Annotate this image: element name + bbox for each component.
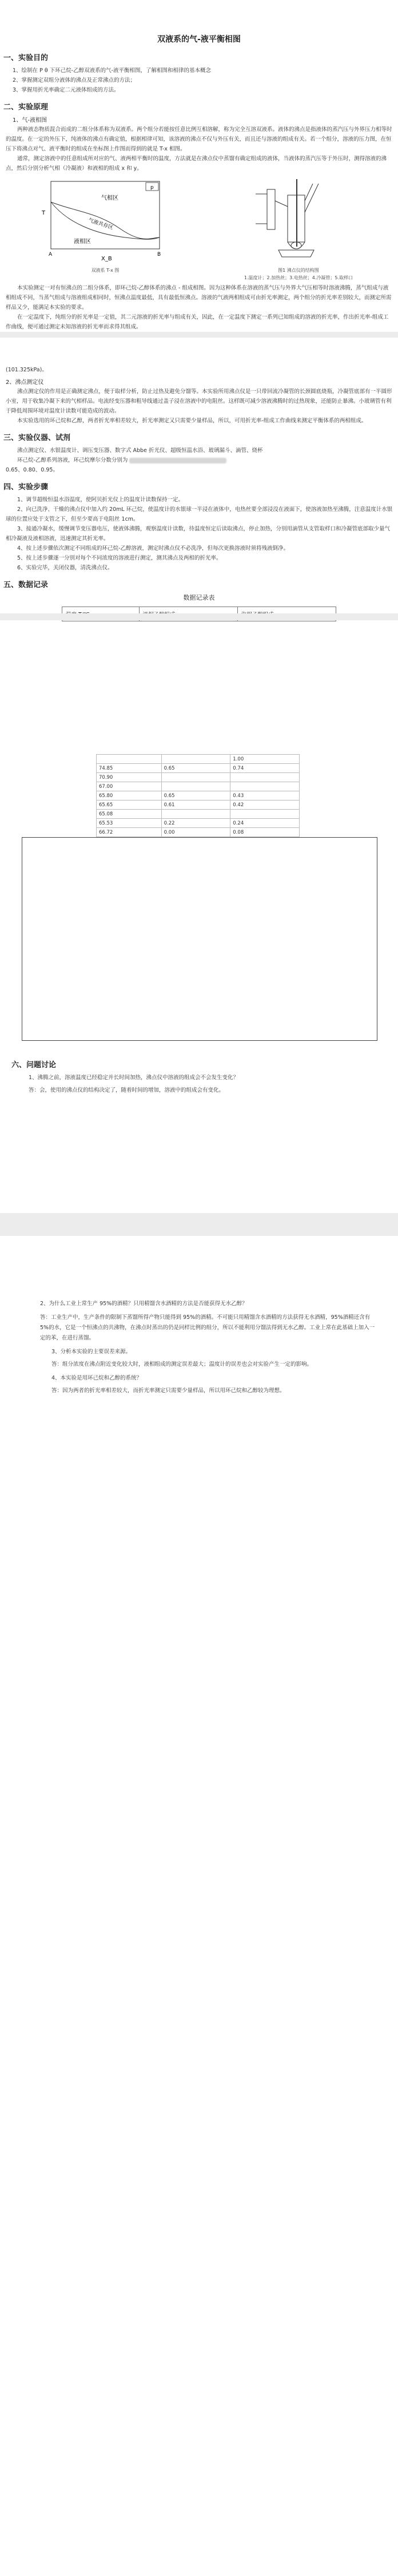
table-cell: 0.00 xyxy=(161,828,230,837)
pressure-label: p xyxy=(150,185,154,191)
question-4: 4、本实验是用环己烷和乙醇的系统？ xyxy=(51,1375,142,1381)
question-3: 3、分析本实验的主要误差来源。 xyxy=(51,1349,132,1355)
principle-paragraph: 两种液态物质混合而成的二组分体系称为双液系。两个组分若能按任意比例互相溶解，称为完全互溶双液系。液体的沸点是指液体的蒸汽压与外界压力相等时的温度。在一定的外压下，纯液体的沸点有确定值，根据相律可知，该溶液的沸点不仅与外压有关，而且还与溶液的组成有关。若一个组分，溶液的压力图，在恒压下将沸点对气、液平衡时的组成在坐标图上作图而得到的就是 T-x 相图。 xyxy=(6,126,392,152)
table-cell xyxy=(161,782,230,791)
instrument-list: 沸点测定仪、水银温度计、调压变压器、数字式 Abbe 折光仪、超级恒温水浴、玻璃漏斗、滴管、烧杯 xyxy=(17,447,263,454)
page-1 xyxy=(0,0,398,332)
table-cell: 0.65 xyxy=(161,764,230,773)
table-row xyxy=(97,819,300,828)
table-cell xyxy=(161,755,230,764)
tx-diagram-figure xyxy=(34,178,177,274)
section-2-heading: 二、实验原理 xyxy=(3,103,49,112)
page-2-text-block xyxy=(0,338,398,601)
principle-paragraph: 通常，测定溶液中的任意组成所对应的气、液两相平衡时的温度，方法就是在沸点仪中蒸馏有确定组成的液体，当液体的蒸汽压等于外压时，测得溶液的沸点，然后分别分析气相（冷凝液）和液相的组成 x 和 y。 xyxy=(6,156,387,172)
pressure-note: (101.325kPa)。 xyxy=(6,367,47,373)
data-table xyxy=(96,754,300,846)
apparatus-paragraph: 沸点测定仪的作用是正确测定沸点，便于取样分析，防止过热及避免分馏等。本实验所用沸点仪是一只带回流冷凝管的长颈圆底烧瓶，冷凝管底部有一半圆形小室，用于收集冷凝下来的气相样品。电流经变压器和粗导线通过盖子浸在溶液中的电阻丝。这样既可减少溶液沸腾时的过热现象，还能防止暴沸。小玻璃管有利于降低周围环境对温度计读数可能造成的波动。 xyxy=(6,389,392,414)
table-cell: 0.08 xyxy=(230,828,300,837)
phase-chart xyxy=(22,837,377,1041)
table-cell: 0.22 xyxy=(161,819,230,828)
principle-paragraph: 本实验测定一对有恒沸点的二组分体系，即环己烷-乙醇体系的沸点 - 组成相图。因为这种体系在溶液的蒸气压与外界大气压相等时溶液沸腾，蒸气组成与液相组成不同，当蒸气组成与溶液组成相同时，恒沸点温度最低，具有最低恒沸点。溶液的气液两相组成可由折光率测定，两个组分的折光率差别较大，而测定所需样品又少，能满足本实验的要求。 xyxy=(6,285,392,311)
table-cell: 0.43 xyxy=(230,791,300,800)
phase-chart-svg xyxy=(22,838,377,1040)
section-3-heading: 三、实验仪器、试剂 xyxy=(3,434,71,442)
x-axis-label: X_B xyxy=(101,256,112,262)
table-row xyxy=(97,791,300,800)
vapor-curve xyxy=(51,202,160,239)
discussion-page-2 xyxy=(0,1299,398,1562)
subsection-phase-diagram: 1、气-液相图 xyxy=(13,117,47,124)
reagent-line xyxy=(6,455,393,465)
table-cell: 65.80 xyxy=(97,791,162,800)
stand-base xyxy=(278,250,314,257)
question-2: 2、为什么工业上常生产 95%的酒精？只用精馏含水酒精的方法是否能获得无水乙醇？ xyxy=(40,1301,248,1307)
table-cell xyxy=(97,755,162,764)
table-row xyxy=(97,755,300,764)
x-left-label: A xyxy=(49,252,53,257)
liquid-region-label: 液相区 xyxy=(74,239,91,245)
principle-paragraph: 在一定温度下，纯组分的折光率是一定值，其二元溶液的折光率与组成有关，因此，在一定温度下测定一系列已知组成的溶液的折光率，作出折光率-组成工作曲线，便可通过测定未知溶液的折光率而求得其组成。 xyxy=(6,314,389,330)
step-item: 2、向已洗净、干燥的沸点仪中加入约 20mL 环己烷，使温度计的水银球一半浸在液体中，电热丝要全部浸没在液面下，使溶液加热至沸腾，注意温度计水银球的位置应处于支管之下，但至少要高于电阻丝 1cm。 xyxy=(6,506,393,522)
reagent-fractions: 0.65、0.80、0.95。 xyxy=(6,467,58,473)
step-item: 4、按上述步骤依次测定不同组成的环己烷-乙醇溶液，测定时沸点仪不必洗净，但每次更换溶液时须将残液倒净。 xyxy=(17,545,289,552)
step-item: 6、实验完毕，关闭仪器，清洗沸点仪。 xyxy=(17,565,113,571)
table-cell: 65.53 xyxy=(97,819,162,828)
step-item: 5、按上述步骤逐一分别对每个不同浓度的溶液进行测定，测其沸点及两相的折光率。 xyxy=(17,555,222,561)
table-cell xyxy=(161,810,230,819)
table-cell xyxy=(230,782,300,791)
t-axis-label: T xyxy=(42,210,46,216)
step-item: 3、接通冷凝水，缓慢调节变压器电压，使液体沸腾，观察温度计读数，待温度恒定后读取沸点，停止加热，分别用滴管从支管取样口和冷凝管底部取少量气相冷凝液及液相溶液，迅速测定其折光率。 xyxy=(6,526,391,542)
page-gap xyxy=(0,1213,398,1236)
figure-row xyxy=(6,178,392,281)
apparatus-paragraph: 本实验选用的环己烷和乙醇，两者折光率相差较大，折光率测定又只需要少量样品，所以，可用折光率-组成工作曲线来测定平衡体系的两相组成。 xyxy=(17,418,367,424)
table-cell xyxy=(161,773,230,782)
tx-diagram xyxy=(34,178,177,264)
table-cell: 74.85 xyxy=(97,764,162,773)
lead-wire xyxy=(305,184,319,212)
table-cell: 0.42 xyxy=(230,800,300,810)
table-row xyxy=(97,764,300,773)
section-4-heading: 四、实验步骤 xyxy=(3,483,49,492)
section-5-heading: 五、数据记录 xyxy=(3,581,49,589)
answer-3: 答：组分浓度在沸点附近变化较大时，液相组成的测定误差最大；温度计的误差也会对实验产生一定的影响。 xyxy=(51,1361,313,1368)
reagent-text: 环己烷-乙醇系列溶液，环己烷摩尔分数分别为 xyxy=(17,457,128,463)
answer-1: 答：会，使用的沸点仪的结构决定了，随着时间的增加，溶液中的组成会有变化。 xyxy=(29,1087,225,1093)
discussion-page xyxy=(0,1053,398,1202)
table-cell: 67.00 xyxy=(97,782,162,791)
page-gap xyxy=(0,332,398,338)
step-item: 1、调节超级恒温水浴温度，使阿贝折光仪上的温度计读数保持一定。 xyxy=(17,497,184,503)
table-cell: 0.61 xyxy=(161,800,230,810)
table-cell: 0.74 xyxy=(230,764,300,773)
subsection-apparatus: 2、沸点测定仪 xyxy=(6,379,44,386)
two-phase-label: 气液共存区 xyxy=(87,217,114,231)
doc-title: 双液系的气-液平衡相图 xyxy=(157,35,241,44)
table-cell: 66.72 xyxy=(97,828,162,837)
table-cell: 0.65 xyxy=(161,791,230,800)
side-arm xyxy=(275,201,288,207)
apparatus-legend: 1.温度计；2.加热丝；3.电热丝；4.冷凝管；5.取样口 xyxy=(244,275,353,280)
tx-caption: 双液系 T-x 图 xyxy=(91,268,120,273)
page-gap xyxy=(0,613,398,620)
gas-region-label: 气相区 xyxy=(101,195,118,201)
table-cell: 65.65 xyxy=(97,800,162,810)
record-table-title: 数据记录表 xyxy=(183,594,215,601)
question-1: 1、沸腾之前，溶液温度已经稳定并长时间加热，沸点仪中溶液的组成会不会发生变化？ xyxy=(29,1075,239,1081)
aim-item: 3、掌握用折光率确定二元液体组成的方法。 xyxy=(13,87,120,93)
table-row xyxy=(97,828,300,837)
table-row xyxy=(97,800,300,810)
table-cell xyxy=(230,810,300,819)
table-cell: 1.00 xyxy=(230,755,300,764)
section-6-heading: 六、问题讨论 xyxy=(11,1061,57,1069)
table-cell xyxy=(230,773,300,782)
table-cell: 65.08 xyxy=(97,810,162,819)
answer-4: 答：因为两者的折光率相差较大，而折光率测定只需要少量样品，所以用环己烷和乙醇较为理想。 xyxy=(51,1388,285,1394)
table-row xyxy=(97,782,300,791)
table-cell: 0.24 xyxy=(230,819,300,828)
table-row xyxy=(97,810,300,819)
apparatus-caption: 图1 沸点仪的结构图 xyxy=(278,268,319,273)
table-cell: 70.90 xyxy=(97,773,162,782)
aim-item: 1、绘制在 P θ 下环己烷-乙醇双液系的气-液平衡相图，了解相图和相律的基本概念 xyxy=(13,68,212,74)
condenser xyxy=(267,189,275,229)
table-row xyxy=(97,773,300,782)
apparatus-figure xyxy=(233,178,364,281)
x-right-label: B xyxy=(157,252,161,257)
section-1-heading: 一、实验目的 xyxy=(3,54,49,62)
aim-item: 2、掌握测定双组分液体的沸点及正常沸点的方法； xyxy=(13,77,136,84)
apparatus-drawing xyxy=(233,178,364,264)
answer-2: 答：工业生产中，生产条件的限制下蒸馏所得产物只能得到 95%的酒精。不可能只用精馏含水酒精的方法获得无水酒精，95%酒精还含有 5%的水，它是一个恒沸点的共沸物，在沸点时蒸出的仍是同样比例的组分，所以不能利用分馏法得到无水乙醇。工业上常在此基础上加入一定的苯，在进行蒸馏。 xyxy=(40,1314,375,1341)
redacted-block xyxy=(129,458,226,463)
